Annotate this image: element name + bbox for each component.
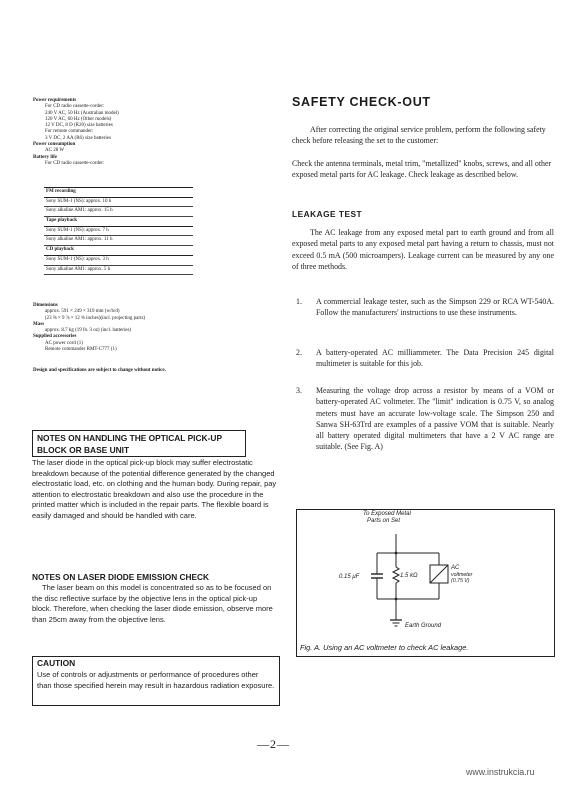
method-text: A commercial leakage tester, such as the Simpson 229 or RCA WT-540A. Follow the manufacturers' instructions to use these instruments. — [316, 297, 554, 318]
cd-radio-heading: For CD radio cassette-corder: — [45, 104, 105, 110]
remote-power-line: 3 V DC, 2 AA (R6) size batteries — [45, 135, 111, 141]
power-line: 240 V AC, 50 Hz (Australian model) — [45, 110, 119, 116]
battery-life-sub: For CD radio cassette-corder: — [45, 160, 105, 166]
table-row: Sony SUM-1 (NS): approx. 10 h — [44, 198, 193, 208]
power-line: 120 V AC, 60 Hz (Other models) — [45, 116, 112, 122]
dimensions-metric: approx. 591 × 249 × 319 mm (w/h/d) — [45, 309, 120, 315]
accessories-heading: Supplied accessories — [33, 334, 77, 340]
accessory-item: Remote commander RMT-C777 (1) — [45, 347, 117, 353]
table-row: Sony SUM-1 (NS): approx. 3 h — [44, 256, 193, 266]
page-title: SAFETY CHECK-OUT — [292, 95, 431, 109]
method-text: A battery-operated AC milliammeter. The Data Precision 245 digital multimeter is suitable for this job. — [316, 348, 554, 369]
resistor-label: 1.5 kΩ — [400, 573, 418, 579]
ground-label: Earth Ground — [405, 623, 442, 629]
table-row: Sony SUM-1 (NS): approx. 7 h — [44, 227, 193, 237]
circuit-diagram — [297, 510, 554, 656]
figure-top-label: To Exposed Metal — [363, 511, 411, 517]
consumption-heading: Power consumption — [33, 142, 76, 148]
accessory-item: AC power cord (1) — [45, 340, 83, 346]
meter-label: AC — [451, 565, 460, 571]
leakage-test-body: The AC leakage from any exposed metal part to earth ground and from all exposed metal parts to any exposed metal part having a return to chassis, must not exceed 0.5 mA (500 microampers). Leakage current can be measured by any one of three methods. — [292, 228, 554, 271]
table-row: Tape playback — [44, 217, 193, 227]
caution-title: CAUTION — [37, 658, 76, 668]
method-number: 2. — [296, 348, 302, 357]
battery-life-table — [44, 187, 193, 275]
mass-heading: Mass — [33, 321, 45, 327]
meter-label: (0.75 V) — [451, 578, 470, 584]
battery-life-heading: Battery life — [33, 154, 58, 160]
leakage-test-title: LEAKAGE TEST — [292, 209, 363, 219]
dimensions-heading: Dimensions — [33, 303, 58, 308]
power-line: 12 V DC, 8 D (R20) size batteries — [45, 123, 113, 129]
consumption-value: AC 28 W — [45, 148, 65, 154]
mass-value: approx. 8.7 kg (19 lb. 3 oz) (incl. batteries) — [45, 328, 132, 334]
power-specifications — [33, 98, 203, 167]
table-row: Sony alkaline AM1: approx. 11 h — [44, 236, 193, 246]
dimensions-imperial: (23 ⅜ × 9 ⅞ × 12 ⅝ inches)(incl. projecting parts) — [45, 315, 146, 321]
safety-intro: After correcting the original service problem, perform the following safety check before releasing the set to the customer: — [292, 125, 546, 146]
table-row: Sony alkaline AM1: approx. 5 h — [44, 266, 193, 276]
design-note: Design and specifications are subject to change without notice. — [33, 368, 166, 373]
dimension-specifications — [33, 303, 203, 353]
figure-a — [296, 509, 555, 657]
laser-check-title: NOTES ON LASER DIODE EMISSION CHECK — [32, 572, 210, 582]
figure-top-label: Parts on Set — [367, 518, 401, 524]
method-number: 1. — [296, 297, 302, 306]
page-number: —2— — [257, 737, 290, 751]
table-row: CD playback — [44, 246, 193, 256]
table-row: FM recording — [44, 188, 193, 198]
meter-label: voltmeter — [451, 572, 473, 578]
capacitor-label: 0.15 μF — [339, 574, 360, 580]
safety-check-text: Check the antenna terminals, metal trim, "metallized" knobs, screws, and all other exposed metal parts for AC leakage. Check leakage as described below. — [292, 159, 552, 180]
remote-heading: For remote commander: — [45, 129, 94, 135]
power-requirements-heading: Power requirements — [33, 98, 77, 103]
caution-body: Use of controls or adjustments or performance of procedures other than those specified herein may result in hazardous radiation exposure. — [37, 670, 275, 690]
method-text: Measuring the voltage drop across a resistor by means of a VOM or battery-operated AC voltmeter. The "limit" indication is 0.75 V, so analog meters must have an accurate low-voltage scale. The Simpson 250 and Sanwa SH-63Trd are examples of a passive VOM that is suitable. Nearly all battery operated digital multimeters that have a 2 V AC range are suitable. (See Fig. A) — [316, 386, 554, 452]
notes-body: The laser diode in the optical pick-up block may suffer electrostatic breakdown because of the potential difference generated by the changed electrostatic load, etc. on clothing and the human body. During repair, pay attention to electrostatic breakdown and also use the procedure in the printed matter which is included in the repair parts. The flexible board is easily damaged and should be handled with care. — [32, 458, 277, 520]
method-number: 3. — [296, 386, 302, 395]
laser-check-body: The laser beam on this model is concentrated so as to be focused on the disc reflective surface by the objective lens in the optical pick-up block. Therefore, when checking the laser diode emission, observe more than 25cm away from the objective lens. — [32, 583, 273, 624]
notes-title: NOTES ON HANDLING THE OPTICAL PICK-UP BLOCK OR BASE UNIT — [37, 433, 222, 455]
watermark: www.instrukcia.ru — [466, 767, 535, 777]
figure-caption: Fig. A. Using an AC voltmeter to check AC leakage. — [300, 643, 469, 652]
table-row: Sony alkaline AM1: approx. 15 h — [44, 207, 193, 217]
